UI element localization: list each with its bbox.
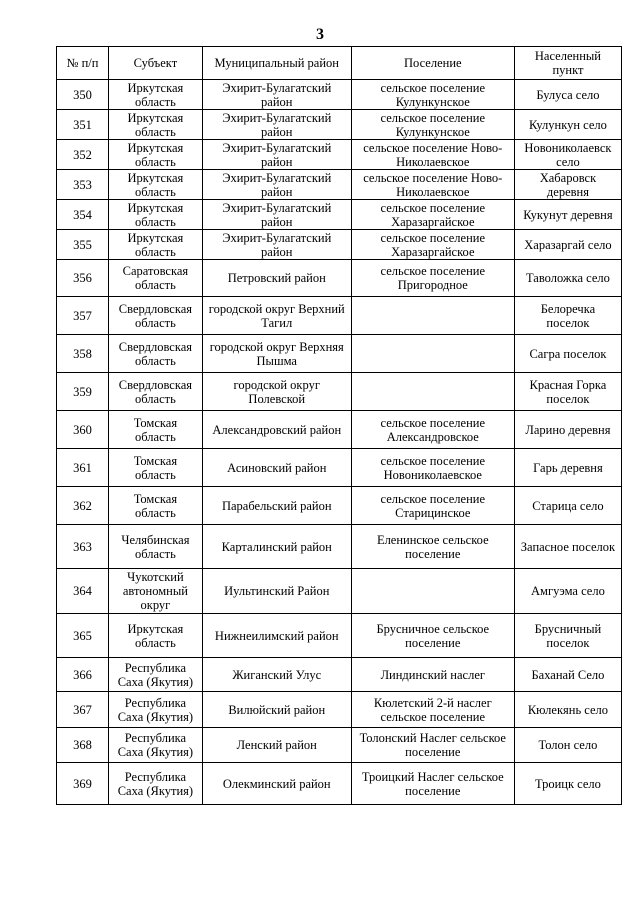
table-row (57, 140, 622, 170)
subject-cell: Иркутская область (109, 170, 203, 200)
subject-cell: Томская область (109, 411, 203, 449)
settlement-cell: сельское поселение Кулункунское (351, 80, 514, 110)
row-number: 361 (57, 449, 109, 487)
locality-cell: Запасное поселок (514, 525, 621, 569)
subject-cell: Иркутская область (109, 110, 203, 140)
settlement-cell: сельское поселение Ново-Николаевское (351, 170, 514, 200)
district-cell: Эхирит-Булагатский район (202, 230, 351, 260)
settlement-cell: Толонский Наслег сельское поселение (351, 728, 514, 763)
locality-cell: Гарь деревня (514, 449, 621, 487)
table-row (57, 525, 622, 569)
row-number: 359 (57, 373, 109, 411)
subject-cell: Чукотский автономный округ (109, 569, 203, 614)
district-cell: Нижнеилимский район (202, 614, 351, 658)
settlement-cell: Кюлетский 2-й наслег сельское поселение (351, 692, 514, 728)
subject-cell: Иркутская область (109, 614, 203, 658)
subject-cell: Иркутская область (109, 200, 203, 230)
table-row (57, 170, 622, 200)
table-row (57, 728, 622, 763)
settlement-cell: сельское поселение Харазаргайское (351, 230, 514, 260)
settlement-cell (351, 297, 514, 335)
district-cell: Карталинский район (202, 525, 351, 569)
row-number: 355 (57, 230, 109, 260)
locality-cell: Кюлекянь село (514, 692, 621, 728)
settlement-cell: сельское поселение Новониколаевское (351, 449, 514, 487)
district-cell: Александровский район (202, 411, 351, 449)
district-cell: Вилюйский район (202, 692, 351, 728)
row-number: 360 (57, 411, 109, 449)
settlement-cell: Брусничное сельское поселение (351, 614, 514, 658)
settlement-cell: Еленинское сельское поселение (351, 525, 514, 569)
district-cell: городской округ Верхняя Пышма (202, 335, 351, 373)
settlement-cell: сельское поселение Пригородное (351, 260, 514, 297)
row-number: 353 (57, 170, 109, 200)
row-number: 367 (57, 692, 109, 728)
table-row (57, 569, 622, 614)
table-row (57, 373, 622, 411)
subject-cell: Иркутская область (109, 230, 203, 260)
district-cell: Жиганский Улус (202, 658, 351, 692)
district-cell: Эхирит-Булагатский район (202, 200, 351, 230)
settlement-cell: Троицкий Наслег сельское поселение (351, 763, 514, 805)
district-cell: Парабельский район (202, 487, 351, 525)
settlements-table (56, 46, 622, 805)
table-row (57, 80, 622, 110)
district-cell: Олекминский район (202, 763, 351, 805)
row-number: 369 (57, 763, 109, 805)
locality-cell: Троицк село (514, 763, 621, 805)
row-number: 356 (57, 260, 109, 297)
row-number: 352 (57, 140, 109, 170)
settlement-cell (351, 569, 514, 614)
subject-cell: Томская область (109, 487, 203, 525)
subject-cell: Республика Саха (Якутия) (109, 728, 203, 763)
table-row (57, 763, 622, 805)
settlement-cell: Линдинский наслег (351, 658, 514, 692)
row-number: 362 (57, 487, 109, 525)
header-district: Муниципальный район (202, 47, 351, 80)
locality-cell: Харазаргай село (514, 230, 621, 260)
table-row (57, 614, 622, 658)
row-number: 354 (57, 200, 109, 230)
header-number: № п/п (57, 47, 109, 80)
locality-cell: Булуса село (514, 80, 621, 110)
subject-cell: Свердловская область (109, 335, 203, 373)
table-row (57, 200, 622, 230)
subject-cell: Свердловская область (109, 297, 203, 335)
district-cell: Асиновский район (202, 449, 351, 487)
row-number: 365 (57, 614, 109, 658)
table-row (57, 110, 622, 140)
settlement-cell (351, 373, 514, 411)
table-row (57, 449, 622, 487)
header-subject: Субъект (109, 47, 203, 80)
table-row (57, 230, 622, 260)
subject-cell: Томская область (109, 449, 203, 487)
subject-cell: Республика Саха (Якутия) (109, 692, 203, 728)
locality-cell: Новониколаевск село (514, 140, 621, 170)
table-row (57, 260, 622, 297)
locality-cell: Амгуэма село (514, 569, 621, 614)
settlement-cell: сельское поселение Ново-Николаевское (351, 140, 514, 170)
settlement-cell: сельское поселение Александровское (351, 411, 514, 449)
subject-cell: Челябинская область (109, 525, 203, 569)
locality-cell: Кулункун село (514, 110, 621, 140)
locality-cell: Брусничный поселок (514, 614, 621, 658)
header-settlement: Поселение (351, 47, 514, 80)
district-cell: Эхирит-Булагатский район (202, 170, 351, 200)
district-cell: Иультинский Район (202, 569, 351, 614)
locality-cell: Кукунут деревня (514, 200, 621, 230)
locality-cell: Красная Горка поселок (514, 373, 621, 411)
district-cell: Эхирит-Булагатский район (202, 110, 351, 140)
table-row (57, 411, 622, 449)
locality-cell: Ларино деревня (514, 411, 621, 449)
settlement-cell: сельское поселение Харазаргайское (351, 200, 514, 230)
district-cell: Эхирит-Булагатский район (202, 80, 351, 110)
district-cell: Петровский район (202, 260, 351, 297)
subject-cell: Иркутская область (109, 140, 203, 170)
locality-cell: Хабаровск деревня (514, 170, 621, 200)
header-locality: Населенный пункт (514, 47, 621, 80)
table-row (57, 297, 622, 335)
table-row (57, 487, 622, 525)
district-cell: городской округ Полевской (202, 373, 351, 411)
subject-cell: Саратовская область (109, 260, 203, 297)
district-cell: городской округ Верхний Тагил (202, 297, 351, 335)
district-cell: Ленский район (202, 728, 351, 763)
row-number: 358 (57, 335, 109, 373)
row-number: 351 (57, 110, 109, 140)
locality-cell: Баханай Село (514, 658, 621, 692)
table-header-row (57, 47, 622, 80)
row-number: 368 (57, 728, 109, 763)
locality-cell: Старица село (514, 487, 621, 525)
locality-cell: Белоречка поселок (514, 297, 621, 335)
row-number: 363 (57, 525, 109, 569)
locality-cell: Толон село (514, 728, 621, 763)
district-cell: Эхирит-Булагатский район (202, 140, 351, 170)
settlement-cell: сельское поселение Старицинское (351, 487, 514, 525)
locality-cell: Таволожка село (514, 260, 621, 297)
row-number: 350 (57, 80, 109, 110)
row-number: 357 (57, 297, 109, 335)
settlement-cell: сельское поселение Кулункунское (351, 110, 514, 140)
table-row (57, 658, 622, 692)
row-number: 366 (57, 658, 109, 692)
row-number: 364 (57, 569, 109, 614)
subject-cell: Республика Саха (Якутия) (109, 763, 203, 805)
subject-cell: Свердловская область (109, 373, 203, 411)
subject-cell: Иркутская область (109, 80, 203, 110)
settlement-cell (351, 335, 514, 373)
table-row (57, 692, 622, 728)
table-row (57, 335, 622, 373)
subject-cell: Республика Саха (Якутия) (109, 658, 203, 692)
page-number: 3 (316, 26, 324, 43)
locality-cell: Сагра поселок (514, 335, 621, 373)
